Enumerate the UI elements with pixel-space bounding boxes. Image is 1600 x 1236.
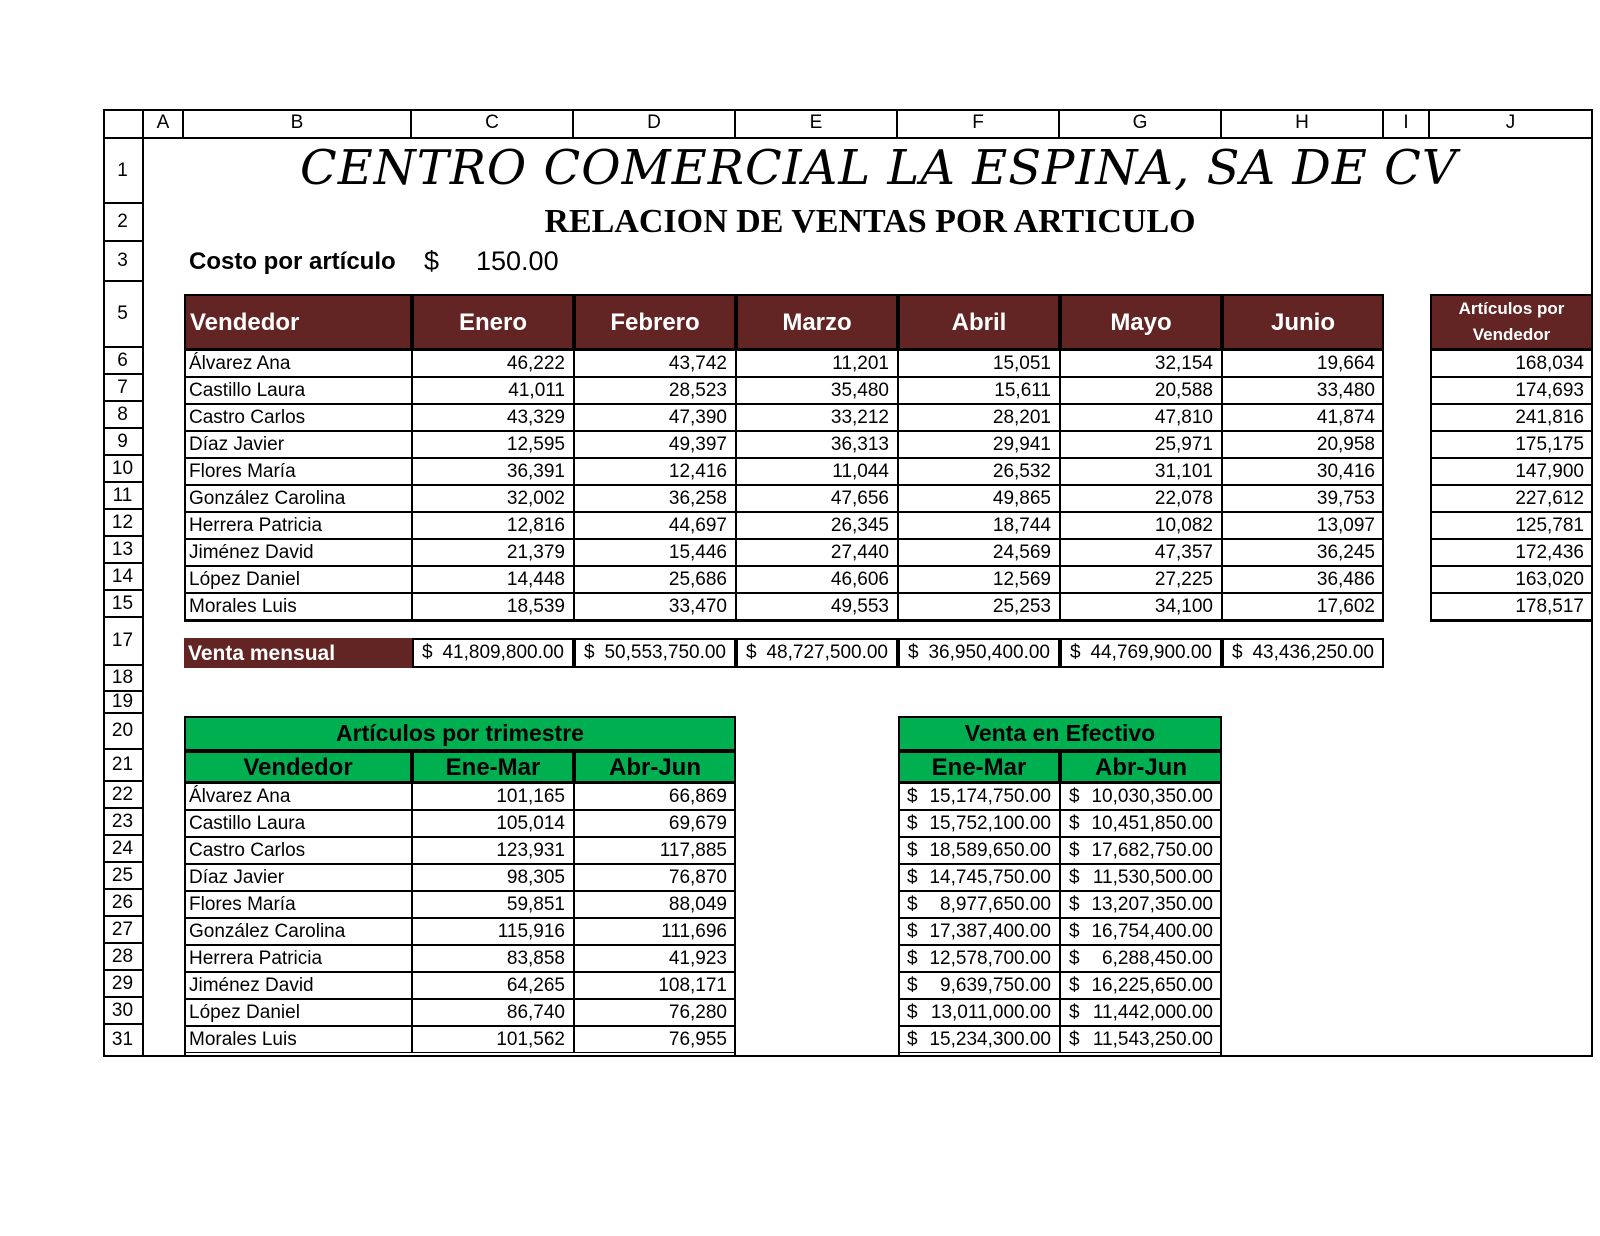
- month-value[interactable]: 33,212: [736, 404, 898, 431]
- seller-name[interactable]: Álvarez Ana: [184, 783, 412, 810]
- currency-sign: $: [907, 1029, 918, 1050]
- row-number-15[interactable]: 15: [103, 591, 144, 618]
- amount: 17,387,400.00: [929, 921, 1051, 942]
- cash-q2[interactable]: [1060, 1026, 1222, 1053]
- row-number-11[interactable]: 11: [103, 483, 144, 510]
- month-value[interactable]: 41,874: [1222, 404, 1384, 431]
- amount: 15,174,750.00: [929, 786, 1051, 807]
- quarter-q1[interactable]: 101,562: [412, 1026, 574, 1053]
- month-value[interactable]: 27,440: [736, 539, 898, 566]
- seller-name[interactable]: Jiménez David: [184, 539, 412, 566]
- currency-sign: $: [907, 975, 918, 996]
- amount: 10,451,850.00: [1091, 813, 1213, 834]
- row-number-23[interactable]: 23: [103, 809, 144, 836]
- seller-name[interactable]: Herrera Patricia: [184, 512, 412, 539]
- month-value[interactable]: 36,258: [574, 485, 736, 512]
- amount: 15,234,300.00: [929, 1029, 1051, 1050]
- seller-name[interactable]: Álvarez Ana: [184, 350, 412, 377]
- per-seller-value[interactable]: 241,816: [1430, 404, 1593, 431]
- month-value[interactable]: 29,941: [898, 431, 1060, 458]
- amount: 17,682,750.00: [1091, 840, 1213, 861]
- row-number-3[interactable]: 3: [103, 242, 144, 282]
- select-all-corner[interactable]: [103, 109, 144, 139]
- amount: 41,809,800.00: [442, 642, 564, 663]
- row-number-2[interactable]: 2: [103, 204, 144, 242]
- row-number-31[interactable]: 31: [103, 1025, 144, 1057]
- per-seller-header-line1: Artículos por: [1458, 299, 1565, 318]
- row-number-8[interactable]: 8: [103, 402, 144, 429]
- row-number-12[interactable]: 12: [103, 510, 144, 537]
- quarter-q2[interactable]: 117,885: [574, 837, 736, 864]
- quarter-q1[interactable]: 115,916: [412, 918, 574, 945]
- row-number-30[interactable]: 30: [103, 998, 144, 1025]
- row-number-14[interactable]: 14: [103, 564, 144, 591]
- monthly-value[interactable]: [1060, 638, 1222, 668]
- month-value[interactable]: 36,391: [412, 458, 574, 485]
- seller-name[interactable]: Flores María: [184, 891, 412, 918]
- month-value[interactable]: 46,606: [736, 566, 898, 593]
- column-header-c[interactable]: C: [412, 109, 574, 139]
- seller-name[interactable]: Jiménez David: [184, 972, 412, 999]
- month-value[interactable]: 41,011: [412, 377, 574, 404]
- currency-sign: $: [907, 867, 918, 888]
- amount: 11,442,000.00: [1092, 1002, 1213, 1023]
- month-value[interactable]: 18,744: [898, 512, 1060, 539]
- row-number-21[interactable]: 21: [103, 750, 144, 782]
- month-value[interactable]: 15,446: [574, 539, 736, 566]
- month-value[interactable]: 28,201: [898, 404, 1060, 431]
- month-value[interactable]: 21,379: [412, 539, 574, 566]
- amount: 10,030,350.00: [1091, 786, 1213, 807]
- quarter-q1[interactable]: 59,851: [412, 891, 574, 918]
- column-header-j[interactable]: J: [1430, 109, 1593, 139]
- cost-label: Costo por artículo: [189, 248, 396, 275]
- quarter-q1[interactable]: 64,265: [412, 972, 574, 999]
- month-value[interactable]: 36,245: [1222, 539, 1384, 566]
- row-number-27[interactable]: 27: [103, 917, 144, 944]
- row-number-29[interactable]: 29: [103, 971, 144, 998]
- cash-q2[interactable]: [1060, 864, 1222, 891]
- month-value[interactable]: 43,329: [412, 404, 574, 431]
- month-value[interactable]: 30,416: [1222, 458, 1384, 485]
- currency-sign: $: [746, 642, 757, 663]
- month-value[interactable]: 27,225: [1060, 566, 1222, 593]
- header-vendedor: Vendedor: [184, 294, 412, 350]
- month-value[interactable]: 49,865: [898, 485, 1060, 512]
- cash-q2[interactable]: [1060, 999, 1222, 1026]
- page-subtitle: RELACION DE VENTAS POR ARTICULO: [544, 203, 1196, 240]
- cash-q2[interactable]: [1060, 918, 1222, 945]
- cash-header: Ene-Mar: [898, 751, 1060, 783]
- cash-header: Abr-Jun: [1060, 751, 1222, 783]
- quarter-q2[interactable]: 69,679: [574, 810, 736, 837]
- amount: 9,639,750.00: [940, 975, 1051, 996]
- month-value[interactable]: 35,480: [736, 377, 898, 404]
- currency-sign: $: [907, 786, 918, 807]
- cash-q2[interactable]: [1060, 972, 1222, 999]
- seller-name[interactable]: Morales Luis: [184, 1026, 412, 1053]
- amount: 43,436,250.00: [1252, 642, 1374, 663]
- currency-sign: $: [584, 642, 595, 663]
- seller-name[interactable]: González Carolina: [184, 918, 412, 945]
- amount: 44,769,900.00: [1090, 642, 1212, 663]
- quarter-q2[interactable]: 66,869: [574, 783, 736, 810]
- month-value[interactable]: 34,100: [1060, 593, 1222, 620]
- monthly-value[interactable]: [412, 638, 574, 668]
- month-value[interactable]: 49,397: [574, 431, 736, 458]
- quarter-q2[interactable]: 76,870: [574, 864, 736, 891]
- month-value[interactable]: 14,448: [412, 566, 574, 593]
- quarter-q1[interactable]: 86,740: [412, 999, 574, 1026]
- month-value[interactable]: 33,470: [574, 593, 736, 620]
- cash-q1[interactable]: [898, 864, 1060, 891]
- row-number-10[interactable]: 10: [103, 456, 144, 483]
- cost-value[interactable]: 150.00: [476, 246, 559, 276]
- month-value[interactable]: 22,078: [1060, 485, 1222, 512]
- month-value[interactable]: 43,742: [574, 350, 736, 377]
- column-header-g[interactable]: G: [1060, 109, 1222, 139]
- quarter-q1[interactable]: 123,931: [412, 837, 574, 864]
- cash-q1[interactable]: [898, 945, 1060, 972]
- seller-name[interactable]: Castillo Laura: [184, 377, 412, 404]
- cash-q1[interactable]: [898, 999, 1060, 1026]
- month-value[interactable]: 20,958: [1222, 431, 1384, 458]
- amount: 8,977,650.00: [940, 894, 1051, 915]
- seller-name[interactable]: Díaz Javier: [184, 431, 412, 458]
- month-value[interactable]: 10,082: [1060, 512, 1222, 539]
- month-value[interactable]: 12,569: [898, 566, 1060, 593]
- month-value[interactable]: 19,664: [1222, 350, 1384, 377]
- currency-sign: $: [1069, 975, 1080, 996]
- per-seller-header: [1430, 294, 1593, 350]
- row-number-24[interactable]: 24: [103, 836, 144, 863]
- amount: 36,950,400.00: [928, 642, 1050, 663]
- currency-sign: $: [1232, 642, 1243, 663]
- month-value[interactable]: 18,539: [412, 593, 574, 620]
- cash-q1[interactable]: [898, 972, 1060, 999]
- seller-name[interactable]: Díaz Javier: [184, 864, 412, 891]
- row-number-1[interactable]: 1: [103, 139, 144, 204]
- currency-sign: $: [422, 642, 433, 663]
- header-junio: Junio: [1222, 294, 1384, 350]
- cash-q1[interactable]: [898, 918, 1060, 945]
- quarter-q2[interactable]: 41,923: [574, 945, 736, 972]
- per-seller-value[interactable]: 175,175: [1430, 431, 1593, 458]
- seller-name[interactable]: Castro Carlos: [184, 837, 412, 864]
- row-number-9[interactable]: 9: [103, 429, 144, 456]
- seller-name[interactable]: Castro Carlos: [184, 404, 412, 431]
- quarter-header: Ene-Mar: [412, 751, 574, 783]
- month-value[interactable]: 13,097: [1222, 512, 1384, 539]
- amount: 6,288,450.00: [1102, 948, 1213, 969]
- column-header-a[interactable]: A: [144, 109, 184, 139]
- quarter-q1[interactable]: 105,014: [412, 810, 574, 837]
- amount: 13,011,000.00: [930, 1002, 1051, 1023]
- month-value[interactable]: 36,486: [1222, 566, 1384, 593]
- cash-q1[interactable]: [898, 891, 1060, 918]
- column-header-i[interactable]: I: [1384, 109, 1430, 139]
- month-value[interactable]: 24,569: [898, 539, 1060, 566]
- per-seller-value[interactable]: 125,781: [1430, 512, 1593, 539]
- cash-q2[interactable]: [1060, 837, 1222, 864]
- cost-currency[interactable]: $: [424, 246, 440, 276]
- seller-name[interactable]: Flores María: [184, 458, 412, 485]
- seller-name[interactable]: Herrera Patricia: [184, 945, 412, 972]
- quarter-header: Abr-Jun: [574, 751, 736, 783]
- currency-sign: $: [1069, 921, 1080, 942]
- amount: 16,754,400.00: [1091, 921, 1213, 942]
- row-number-5[interactable]: 5: [103, 282, 144, 348]
- month-value[interactable]: 49,553: [736, 593, 898, 620]
- cash-q1[interactable]: [898, 783, 1060, 810]
- amount: 18,589,650.00: [929, 840, 1051, 861]
- amount: 16,225,650.00: [1091, 975, 1213, 996]
- currency-sign: $: [907, 1002, 918, 1023]
- per-seller-value[interactable]: 147,900: [1430, 458, 1593, 485]
- month-value[interactable]: 32,002: [412, 485, 574, 512]
- currency-sign: $: [907, 894, 918, 915]
- amount: 48,727,500.00: [766, 642, 888, 663]
- column-header-d[interactable]: D: [574, 109, 736, 139]
- row-number-7[interactable]: 7: [103, 375, 144, 402]
- month-value[interactable]: 46,222: [412, 350, 574, 377]
- currency-sign: $: [1069, 840, 1080, 861]
- quarter-q1[interactable]: 101,165: [412, 783, 574, 810]
- header-abril: Abril: [898, 294, 1060, 350]
- row-number-25[interactable]: 25: [103, 863, 144, 890]
- quarter-q2[interactable]: 88,049: [574, 891, 736, 918]
- column-header-f[interactable]: F: [898, 109, 1060, 139]
- currency-sign: $: [908, 642, 919, 663]
- cash-q2[interactable]: [1060, 945, 1222, 972]
- amount: 14,745,750.00: [929, 867, 1051, 888]
- cash-title: Venta en Efectivo: [898, 716, 1222, 751]
- per-seller-value[interactable]: 174,693: [1430, 377, 1593, 404]
- quarter-q2[interactable]: 108,171: [574, 972, 736, 999]
- currency-sign: $: [1069, 867, 1080, 888]
- cash-q1[interactable]: [898, 837, 1060, 864]
- month-value[interactable]: 12,416: [574, 458, 736, 485]
- month-value[interactable]: 12,816: [412, 512, 574, 539]
- header-febrero: Febrero: [574, 294, 736, 350]
- currency-sign: $: [1069, 894, 1080, 915]
- seller-name[interactable]: Castillo Laura: [184, 810, 412, 837]
- column-header-b[interactable]: B: [184, 109, 412, 139]
- amount: 11,530,500.00: [1092, 867, 1213, 888]
- currency-sign: $: [1069, 1002, 1080, 1023]
- month-value[interactable]: 47,656: [736, 485, 898, 512]
- month-value[interactable]: 25,253: [898, 593, 1060, 620]
- monthly-value[interactable]: [574, 638, 736, 668]
- month-value[interactable]: 15,611: [898, 377, 1060, 404]
- quarter-header: Vendedor: [184, 751, 412, 783]
- currency-sign: $: [907, 948, 918, 969]
- row-number-18[interactable]: 18: [103, 666, 144, 692]
- month-value[interactable]: 20,588: [1060, 377, 1222, 404]
- header-enero: Enero: [412, 294, 574, 350]
- amount: 15,752,100.00: [929, 813, 1051, 834]
- month-value[interactable]: 26,532: [898, 458, 1060, 485]
- per-seller-header-line2: Vendedor: [1472, 325, 1551, 344]
- month-value[interactable]: 28,523: [574, 377, 736, 404]
- row-number-28[interactable]: 28: [103, 944, 144, 971]
- amount: 11,543,250.00: [1092, 1029, 1213, 1050]
- currency-sign: $: [907, 921, 918, 942]
- row-number-13[interactable]: 13: [103, 537, 144, 564]
- seller-name[interactable]: López Daniel: [184, 566, 412, 593]
- month-value[interactable]: 26,345: [736, 512, 898, 539]
- currency-sign: $: [1069, 948, 1080, 969]
- amount: 12,578,700.00: [929, 948, 1051, 969]
- month-value[interactable]: 32,154: [1060, 350, 1222, 377]
- currency-sign: $: [1069, 1029, 1080, 1050]
- per-seller-value[interactable]: 172,436: [1430, 539, 1593, 566]
- quarter-q1[interactable]: 98,305: [412, 864, 574, 891]
- row-number-22[interactable]: 22: [103, 782, 144, 809]
- quarter-q2[interactable]: 76,280: [574, 999, 736, 1026]
- quarter-q2[interactable]: 111,696: [574, 918, 736, 945]
- cash-q1[interactable]: [898, 1026, 1060, 1053]
- row-number-26[interactable]: 26: [103, 890, 144, 917]
- month-value[interactable]: 15,051: [898, 350, 1060, 377]
- amount: 13,207,350.00: [1091, 894, 1213, 915]
- month-value[interactable]: 11,201: [736, 350, 898, 377]
- seller-name[interactable]: González Carolina: [184, 485, 412, 512]
- cash-q2[interactable]: [1060, 810, 1222, 837]
- month-value[interactable]: 36,313: [736, 431, 898, 458]
- row-number-17[interactable]: 17: [103, 618, 144, 666]
- cash-q2[interactable]: [1060, 783, 1222, 810]
- month-value[interactable]: 47,390: [574, 404, 736, 431]
- month-value[interactable]: 25,686: [574, 566, 736, 593]
- month-value[interactable]: 31,101: [1060, 458, 1222, 485]
- column-header-e[interactable]: E: [736, 109, 898, 139]
- seller-name[interactable]: Morales Luis: [184, 593, 412, 620]
- monthly-label: Venta mensual: [184, 638, 412, 668]
- seller-name[interactable]: López Daniel: [184, 999, 412, 1026]
- monthly-value[interactable]: [736, 638, 898, 668]
- monthly-value[interactable]: [898, 638, 1060, 668]
- per-seller-value[interactable]: 178,517: [1430, 593, 1593, 620]
- month-value[interactable]: 39,753: [1222, 485, 1384, 512]
- currency-sign: $: [1069, 813, 1080, 834]
- month-value[interactable]: 25,971: [1060, 431, 1222, 458]
- month-value[interactable]: 47,810: [1060, 404, 1222, 431]
- header-marzo: Marzo: [736, 294, 898, 350]
- per-seller-value[interactable]: 168,034: [1430, 350, 1593, 377]
- monthly-value[interactable]: [1222, 638, 1384, 668]
- month-value[interactable]: 33,480: [1222, 377, 1384, 404]
- row-number-20[interactable]: 20: [103, 714, 144, 750]
- month-value[interactable]: 44,697: [574, 512, 736, 539]
- cash-q2[interactable]: [1060, 891, 1222, 918]
- quarter-q1[interactable]: 83,858: [412, 945, 574, 972]
- amount: 50,553,750.00: [604, 642, 726, 663]
- column-header-h[interactable]: H: [1222, 109, 1384, 139]
- row-number-6[interactable]: 6: [103, 348, 144, 375]
- header-mayo: Mayo: [1060, 294, 1222, 350]
- currency-sign: $: [1070, 642, 1081, 663]
- currency-sign: $: [907, 813, 918, 834]
- per-seller-value[interactable]: 163,020: [1430, 566, 1593, 593]
- month-value[interactable]: 12,595: [412, 431, 574, 458]
- cash-q1[interactable]: [898, 810, 1060, 837]
- page-title: CENTRO COMERCIAL LA ESPINA, SA DE CV: [300, 140, 1458, 196]
- per-seller-value[interactable]: 227,612: [1430, 485, 1593, 512]
- month-value[interactable]: 11,044: [736, 458, 898, 485]
- quarter-title: Artículos por trimestre: [184, 716, 736, 751]
- month-value[interactable]: 47,357: [1060, 539, 1222, 566]
- quarter-q2[interactable]: 76,955: [574, 1026, 736, 1053]
- row-number-19[interactable]: 19: [103, 692, 144, 714]
- currency-sign: $: [907, 840, 918, 861]
- month-value[interactable]: 17,602: [1222, 593, 1384, 620]
- currency-sign: $: [1069, 786, 1080, 807]
